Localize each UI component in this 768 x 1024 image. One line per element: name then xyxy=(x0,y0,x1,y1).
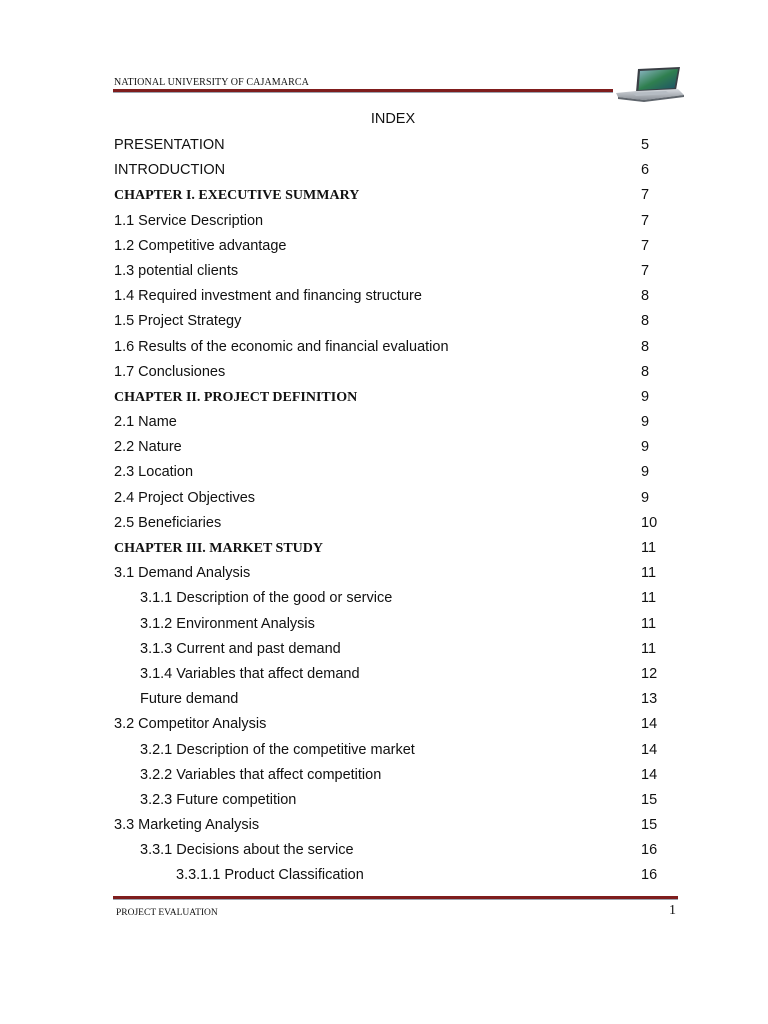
toc-entry xyxy=(114,763,658,788)
toc-entry-page: 6 xyxy=(641,162,650,179)
toc-entry xyxy=(114,309,654,334)
toc-entry-page: 7 xyxy=(641,212,650,229)
toc-entry-page: 14 xyxy=(641,766,658,783)
toc-entry xyxy=(114,612,657,637)
toc-entry xyxy=(114,511,658,536)
toc-entry-label: CHAPTER II. PROJECT DEFINITION xyxy=(114,389,358,405)
toc-entry xyxy=(114,738,658,763)
toc-entry-label: 2.3 Location xyxy=(114,464,194,481)
toc-entry-page: 8 xyxy=(641,363,650,380)
toc-entry-label: 3.1 Demand Analysis xyxy=(114,565,251,582)
toc-entry-label: 2.4 Project Objectives xyxy=(114,489,256,506)
toc-entry-label: 1.7 Conclusiones xyxy=(114,363,226,380)
toc-entry-label: 1.1 Service Description xyxy=(114,212,264,229)
toc-entry-label: 3.1.3 Current and past demand xyxy=(140,640,341,657)
toc-entry-page: 7 xyxy=(641,187,650,204)
toc-entry-label: 3.3.1 Decisions about the service xyxy=(140,842,354,859)
toc-entry xyxy=(114,335,654,360)
toc-entry-label: 3.3.1.1 Product Classification xyxy=(176,867,364,884)
toc-entry xyxy=(114,561,657,586)
toc-entry-label: 1.2 Competitive advantage xyxy=(114,237,287,254)
toc-entry xyxy=(114,662,658,687)
toc-entry xyxy=(114,410,654,435)
toc-entry-label: 3.3 Marketing Analysis xyxy=(114,817,260,834)
toc-entry xyxy=(114,486,654,511)
toc-entry-page: 11 xyxy=(641,640,657,657)
toc-entry xyxy=(114,284,654,309)
toc-entry-page: 9 xyxy=(641,388,650,405)
toc-entry-page: 15 xyxy=(641,791,658,808)
toc-entry xyxy=(114,788,658,813)
toc-entry xyxy=(114,586,657,611)
toc-entry-page: 9 xyxy=(641,439,650,456)
toc-entry-page: 14 xyxy=(641,716,658,733)
toc-entry xyxy=(114,637,657,662)
toc-entry xyxy=(114,687,658,712)
footer-title: PROJECT EVALUATION xyxy=(116,908,218,918)
toc-entry xyxy=(114,435,654,460)
toc-entry xyxy=(114,838,658,863)
toc-entry-label: 3.2.2 Variables that affect competition xyxy=(140,766,382,783)
toc-entry xyxy=(114,183,654,208)
toc-entry-page: 16 xyxy=(641,842,658,859)
toc-entry xyxy=(114,536,657,561)
toc-entry xyxy=(114,259,654,284)
toc-entry xyxy=(114,813,658,838)
toc-entry-label: CHAPTER III. MARKET STUDY xyxy=(114,541,323,556)
toc-entry xyxy=(114,133,654,158)
toc-entry-label: 3.2 Competitor Analysis xyxy=(114,716,267,733)
toc-entry xyxy=(114,234,654,259)
toc-entry-label: Future demand xyxy=(140,691,239,708)
toc-entry xyxy=(114,712,658,737)
footer-rule xyxy=(113,896,678,900)
toc-entry-page: 5 xyxy=(641,137,650,153)
toc-entry-page: 11 xyxy=(641,615,657,632)
toc-entry-page: 10 xyxy=(641,514,658,531)
toc-entry-label: 3.2.3 Future competition xyxy=(140,791,297,808)
toc-entry-page: 14 xyxy=(641,741,658,758)
toc-entry-page: 8 xyxy=(641,313,650,330)
header-university-name: NATIONAL UNIVERSITY OF CAJAMARCA xyxy=(114,77,309,88)
toc-entry-page: 15 xyxy=(641,817,658,834)
page-number: 1 xyxy=(669,903,676,918)
toc-entry xyxy=(114,158,654,183)
toc-entry-label: 2.5 Beneficiaries xyxy=(114,514,222,531)
index-title: INDEX xyxy=(370,111,416,127)
toc-entry xyxy=(114,209,654,234)
toc-entry-label: INTRODUCTION xyxy=(114,162,226,179)
toc-entry xyxy=(114,385,654,410)
toc-entry xyxy=(114,863,658,888)
toc-entry-page: 16 xyxy=(641,867,658,884)
toc-entry-page: 12 xyxy=(641,665,658,682)
toc-entry xyxy=(114,360,654,385)
toc-entry-label: 2.2 Nature xyxy=(114,439,182,456)
toc-entry-page: 11 xyxy=(641,565,657,582)
toc-entry-label: 2.1 Name xyxy=(114,414,177,431)
toc-entry-page: 9 xyxy=(641,464,650,481)
toc-entry-label: 1.5 Project Strategy xyxy=(114,313,242,330)
toc-entry-page: 7 xyxy=(641,237,650,254)
laptop-icon xyxy=(614,66,686,102)
toc-entry-label: 3.1.1 Description of the good or service xyxy=(140,590,393,607)
toc-entry-page: 9 xyxy=(641,489,650,506)
toc-entry-label: 1.4 Required investment and financing structure xyxy=(114,288,422,305)
header-rule xyxy=(113,89,613,93)
toc-entry xyxy=(114,460,654,485)
toc-entry-label: CHAPTER I. EXECUTIVE SUMMARY xyxy=(114,188,360,204)
toc-entry-page: 8 xyxy=(641,288,650,305)
toc-entry-label: PRESENTATION xyxy=(114,137,225,153)
toc-entry-page: 9 xyxy=(641,414,650,431)
toc-entry-page: 13 xyxy=(641,691,658,708)
toc-entry-label: 3.2.1 Description of the competitive market xyxy=(140,741,415,758)
table-of-contents xyxy=(114,133,658,889)
toc-entry-label: 3.1.2 Environment Analysis xyxy=(140,615,315,632)
toc-entry-page: 11 xyxy=(641,590,657,607)
toc-entry-page: 8 xyxy=(641,338,650,355)
toc-entry-page: 11 xyxy=(641,540,657,556)
toc-entry-label: 3.1.4 Variables that affect demand xyxy=(140,665,360,682)
toc-entry-page: 7 xyxy=(641,262,650,279)
toc-entry-label: 1.3 potential clients xyxy=(114,262,239,279)
toc-entry-label: 1.6 Results of the economic and financial evaluation xyxy=(114,338,449,355)
